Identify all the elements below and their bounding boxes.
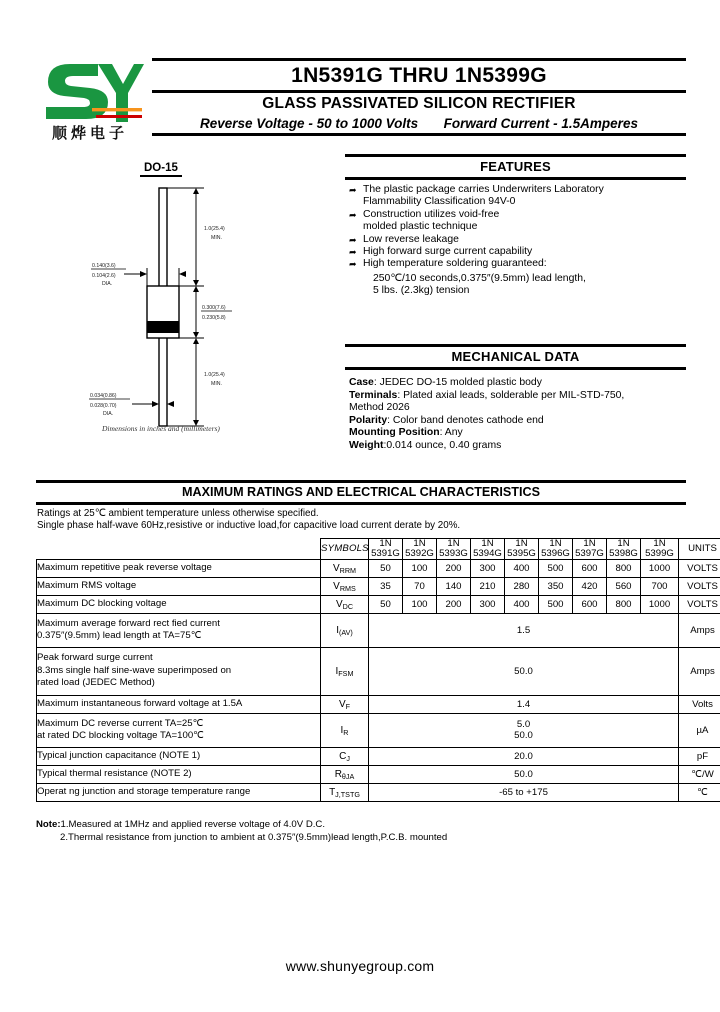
- row-value: 35: [369, 577, 403, 595]
- row-value-line: 50.0: [514, 730, 533, 742]
- bullet-arrow-icon: ➦: [349, 259, 357, 270]
- row-value: 1000: [641, 595, 679, 613]
- row-unit: Amps: [679, 647, 720, 695]
- features-list: [349, 184, 684, 196]
- row-symbol: $V_{RMS}$: [321, 577, 369, 595]
- footnotes: [36, 818, 676, 844]
- package-type-label: DO-15: [140, 162, 182, 177]
- table-row: [37, 613, 720, 647]
- row-symbol: $C_J$: [321, 747, 369, 765]
- dim-lead-top-2: MIN.: [211, 235, 222, 241]
- ratings-heading: MAXIMUM RATINGS AND ELECTRICAL CHARACTERISTICS: [182, 485, 540, 499]
- package-drawing: [84, 162, 334, 454]
- reverse-voltage-spec: Reverse Voltage - 50 to 1000 Volts: [200, 116, 419, 131]
- row-symbol: $V_{RRM}$: [321, 559, 369, 577]
- feature-text: Low reverse leakage: [363, 233, 459, 245]
- bullet-arrow-icon: ➦: [349, 247, 357, 258]
- th-units: UNITS: [679, 539, 720, 559]
- mech-case-row: [349, 377, 684, 390]
- dim-body-dia-1: 0.140(3.6): [92, 263, 116, 269]
- row-value-span: 20.0: [369, 747, 679, 765]
- row-value-span: 1.5: [369, 613, 679, 647]
- feature-continuation: molded plastic technique: [363, 221, 478, 233]
- feature-text: Construction utilizes void-free: [363, 208, 500, 220]
- row-description-line: rated load (JEDEC Method): [37, 677, 155, 689]
- part-prefix: 1N: [549, 538, 562, 550]
- row-value: 140: [437, 577, 471, 595]
- th-part-3: [471, 539, 505, 559]
- mech-weight-label: Weight: [349, 439, 384, 451]
- row-value: 500: [539, 595, 573, 613]
- note-line-1: [36, 818, 676, 831]
- table-row: [37, 713, 720, 747]
- mech-mounting-label: Mounting Position: [349, 427, 440, 439]
- dim-lead-top-1: 1.0(25.4): [204, 226, 225, 232]
- row-value-span: 1.4: [369, 695, 679, 713]
- dimension-caption: Dimensions in inches and (millimeters): [102, 424, 220, 433]
- feature-continuation: Flammability Classification 94V-0: [363, 196, 516, 208]
- row-value: 700: [641, 577, 679, 595]
- row-value: 100: [403, 595, 437, 613]
- row-description: Maximum instantaneous forward voltage at 1.5A: [37, 695, 321, 713]
- table-header-row: [37, 539, 720, 559]
- features-panel: [345, 154, 686, 298]
- row-value: 50: [369, 595, 403, 613]
- row-symbol: $V_F$: [321, 695, 369, 713]
- mech-mounting-row: [349, 427, 684, 440]
- row-description: [37, 613, 321, 647]
- page-subtitle-specs: [152, 114, 686, 133]
- part-prefix: 1N: [653, 538, 666, 550]
- part-prefix: 1N: [481, 538, 494, 550]
- row-description: Maximum RMS voltage: [37, 577, 321, 595]
- row-symbol: $V_{DC}$: [321, 595, 369, 613]
- th-part-1: [403, 539, 437, 559]
- row-value-line: 5.0: [516, 719, 531, 731]
- mech-terminals-value: : Plated axial leads, solderable per MIL-STD-750,: [397, 389, 625, 401]
- th-part-2: [437, 539, 471, 559]
- part-suffix: 5391G: [371, 548, 400, 559]
- row-description-line: at rated DC blocking voltage TA=100℃: [37, 730, 204, 742]
- row-unit: VOLTS: [679, 559, 720, 577]
- sy-logo-icon: [40, 60, 144, 128]
- table-row: [37, 765, 720, 783]
- feature-text: The plastic package carries Underwriters Laboratory: [363, 184, 604, 195]
- row-value: 300: [471, 595, 505, 613]
- notes-label: Note:: [36, 819, 61, 830]
- row-symbol: $I_R$: [321, 713, 369, 747]
- part-suffix: 5393G: [439, 548, 468, 559]
- th-part-8: [641, 539, 679, 559]
- ratings-condition-line-2: Single phase half-wave 60Hz,resistive or inductive load,for capacitive load current derate by 20%.: [37, 520, 461, 532]
- row-unit: VOLTS: [679, 577, 720, 595]
- row-value: 800: [607, 595, 641, 613]
- list-item: [349, 184, 684, 196]
- table-row: [37, 577, 720, 595]
- table-row: [37, 783, 720, 801]
- table-row: [37, 695, 720, 713]
- mechanical-body: [345, 370, 686, 453]
- mech-terminals-row: [349, 390, 684, 403]
- ratings-condition-line-1: Ratings at 25℃ ambient temperature unless otherwise specified.: [37, 508, 319, 519]
- row-value: 50: [369, 559, 403, 577]
- row-unit: µA: [679, 713, 720, 747]
- th-part-6: [573, 539, 607, 559]
- feature-continuation: 250℃/10 seconds,0.375″(9.5mm) lead length,: [373, 272, 586, 284]
- row-description-line: 0.375″(9.5mm) lead length at TA=75℃: [37, 630, 202, 642]
- part-prefix: 1N: [379, 538, 392, 550]
- row-description: [37, 647, 321, 695]
- row-description: Typical junction capacitance (NOTE 1): [37, 747, 321, 765]
- row-value: 800: [607, 559, 641, 577]
- bullet-arrow-icon: ➦: [349, 234, 357, 245]
- part-prefix: 1N: [413, 538, 426, 550]
- dim-body-dia-2: 0.104(2.6): [92, 273, 116, 279]
- row-value: 400: [505, 595, 539, 613]
- ratings-conditions: [36, 505, 686, 536]
- th-description: [37, 539, 321, 559]
- dim-lead-dia-3: DIA.: [103, 411, 114, 417]
- feature-text: High forward surge current capability: [363, 246, 533, 258]
- row-unit: ℃/W: [679, 765, 720, 783]
- row-value-span: -65 to +175: [369, 783, 679, 801]
- row-value: 70: [403, 577, 437, 595]
- part-suffix: 5394G: [473, 548, 502, 559]
- row-description: Maximum DC blocking voltage: [37, 595, 321, 613]
- th-part-0: [369, 539, 403, 559]
- features-heading: FEATURES: [480, 159, 551, 174]
- footer-url[interactable]: www.shunyegroup.com: [285, 958, 435, 974]
- features-list-2: [349, 209, 684, 221]
- mech-weight-row: [349, 440, 684, 453]
- dim-lead-bot-2: MIN.: [211, 381, 222, 387]
- company-name-cn: 顺烨电子: [51, 124, 128, 142]
- part-suffix: 5396G: [541, 548, 570, 559]
- mech-mounting-value: : Any: [439, 427, 463, 439]
- package-outline-svg: [84, 178, 334, 436]
- row-symbol: $R_{\theta JA}$: [321, 765, 369, 783]
- ratings-table-body: [37, 559, 720, 801]
- part-suffix: 5398G: [609, 548, 638, 559]
- row-description: [37, 713, 321, 747]
- list-item: [349, 246, 684, 258]
- bullet-arrow-icon: ➦: [349, 209, 357, 220]
- row-value: 200: [437, 595, 471, 613]
- part-prefix: 1N: [583, 538, 596, 550]
- part-suffix: 5399G: [645, 548, 674, 559]
- part-suffix: 5395G: [507, 548, 536, 559]
- mech-polarity-row: [349, 415, 684, 428]
- mech-polarity-label: Polarity: [349, 414, 388, 426]
- row-value: 400: [505, 559, 539, 577]
- part-prefix: 1N: [617, 538, 630, 550]
- row-unit: Volts: [679, 695, 720, 713]
- mech-terminals-label: Terminals: [349, 389, 398, 401]
- table-row: [37, 647, 720, 695]
- mech-terminals-cont: Method 2026: [349, 402, 410, 414]
- features-list-3: [349, 234, 684, 271]
- mechanical-heading: MECHANICAL DATA: [451, 349, 580, 364]
- row-description: Operat ng junction and storage temperature range: [37, 783, 321, 801]
- page-header: [36, 58, 686, 156]
- row-unit: pF: [679, 747, 720, 765]
- page-subtitle: GLASS PASSIVATED SILICON RECTIFIER: [262, 95, 576, 112]
- row-value: 280: [505, 577, 539, 595]
- feature-text: High temperature soldering guaranteed:: [363, 258, 547, 270]
- ratings-table-head: [37, 539, 720, 559]
- th-symbols: SYMBOLS: [321, 539, 369, 559]
- row-value: 210: [471, 577, 505, 595]
- dim-body-dia-3: DIA.: [102, 281, 113, 287]
- dim-body-len-2: 0.230(5.8): [202, 315, 226, 321]
- page-title: 1N5391G THRU 1N5399G: [291, 64, 547, 87]
- th-part-7: [607, 539, 641, 559]
- row-value: 350: [539, 577, 573, 595]
- th-part-5: [539, 539, 573, 559]
- feature-continuation: 5 lbs. (2.3kg) tension: [373, 285, 470, 297]
- mechanical-data-panel: [345, 344, 686, 453]
- dim-lead-dia-1: 0.034(0.86): [90, 393, 117, 399]
- list-item: [349, 234, 684, 246]
- bullet-arrow-icon: ➦: [349, 185, 357, 195]
- row-value-span: 50.0: [369, 647, 679, 695]
- th-part-4: [505, 539, 539, 559]
- list-item: [349, 209, 684, 221]
- row-value: 600: [573, 595, 607, 613]
- row-description-line: Maximum average forward rect fied current: [37, 617, 220, 629]
- dim-body-len-1: 0.300(7.6): [202, 305, 226, 311]
- table-row: [37, 559, 720, 577]
- row-value: 600: [573, 559, 607, 577]
- part-suffix: 5397G: [575, 548, 604, 559]
- ratings-table: [36, 538, 720, 801]
- row-value: 200: [437, 559, 471, 577]
- part-prefix: 1N: [447, 538, 460, 550]
- row-symbol: $T_{J,TSTG}$: [321, 783, 369, 801]
- mech-case-label: Case: [349, 377, 374, 388]
- row-value: 500: [539, 559, 573, 577]
- row-value-span: [369, 713, 679, 747]
- row-description: Maximum repetitive peak reverse voltage: [37, 559, 321, 577]
- row-value-span: 50.0: [369, 765, 679, 783]
- company-logo: [36, 58, 146, 156]
- row-unit: Amps: [679, 613, 720, 647]
- mech-polarity-value: : Color band denotes cathode end: [387, 414, 544, 426]
- part-prefix: 1N: [515, 538, 528, 550]
- dim-lead-bot-1: 1.0(25.4): [204, 372, 225, 378]
- ratings-section: [36, 480, 718, 802]
- row-symbol: $I_{(AV)}$: [321, 613, 369, 647]
- mech-weight-value: :0.014 ounce, 0.40 grams: [383, 439, 502, 451]
- row-unit: ℃: [679, 783, 720, 801]
- features-body: [345, 180, 686, 298]
- forward-current-spec: Forward Current - 1.5Amperes: [443, 116, 638, 131]
- header-rule-bottom: [152, 133, 686, 136]
- row-value: 100: [403, 559, 437, 577]
- row-description-line: 8.3ms single half sine-wave superimposed on: [37, 664, 232, 676]
- note-2-text: 2.Thermal resistance from junction to ambient at 0.375″(9.5mm)lead length,P.C.B. mounted: [60, 832, 448, 843]
- row-description-line: Maximum DC reverse current TA=25℃: [37, 717, 204, 729]
- row-unit: VOLTS: [679, 595, 720, 613]
- row-value: 560: [607, 577, 641, 595]
- header-titles: [146, 58, 686, 156]
- row-value: 420: [573, 577, 607, 595]
- part-suffix: 5392G: [405, 548, 434, 559]
- row-value: 1000: [641, 559, 679, 577]
- note-1-text: 1.Measured at 1MHz and applied reverse voltage of 4.0V D.C.: [60, 819, 326, 830]
- row-description: Typical thermal resistance (NOTE 2): [37, 765, 321, 783]
- mech-case-value: : JEDEC DO-15 molded plastic body: [373, 377, 542, 388]
- list-item: [349, 258, 684, 270]
- row-value: 300: [471, 559, 505, 577]
- table-row: [37, 747, 720, 765]
- dim-lead-dia-2: 0.028(0.70): [90, 403, 117, 409]
- table-row: [37, 595, 720, 613]
- row-description-line: Peak forward surge current: [37, 652, 153, 664]
- row-symbol: $I_{FSM}$: [321, 647, 369, 695]
